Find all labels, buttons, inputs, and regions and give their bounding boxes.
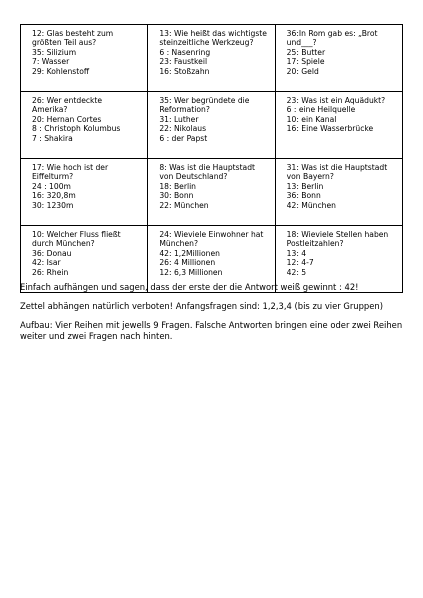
note-rule: Einfach aufhängen und sagen, dass der erste der die Antwort weiß gewinnt : 42! xyxy=(20,282,359,292)
card-line: 31: Luther xyxy=(159,114,199,124)
question-text: 35: Wer begründete die xyxy=(159,96,250,105)
card-line: 26: Rhein xyxy=(32,267,69,277)
card-line: 7 : Shakira xyxy=(32,133,73,143)
card-line: 12: 4-7 xyxy=(286,258,314,268)
card-line: und___? xyxy=(286,38,317,48)
card-line: Reformation? xyxy=(159,105,210,115)
card-line: 35: Silizium xyxy=(32,47,77,57)
quiz-table xyxy=(20,24,403,293)
question-text: 17: Wie hoch ist der xyxy=(32,163,109,172)
question-text: 8: Was ist die Hauptstadt xyxy=(159,163,256,172)
question-text: 26: Wer entdeckte xyxy=(32,96,103,105)
card-line: 22: Nikolaus xyxy=(159,124,207,134)
question-card xyxy=(21,25,148,92)
card-line: 42: 1,2Millionen xyxy=(159,248,220,258)
card-line: 30: Bonn xyxy=(159,191,194,201)
card-line: 22: München xyxy=(159,200,209,210)
question-text: 24: Wieviele Einwohner hat xyxy=(159,230,264,239)
card-line: München? xyxy=(159,239,199,249)
question-card xyxy=(275,92,402,159)
card-line: 24 : 100m xyxy=(32,181,71,191)
card-line: 17: Spiele xyxy=(286,57,325,67)
card-line: 36: Donau xyxy=(32,248,72,258)
card-line: 42: Isar xyxy=(32,258,61,268)
card-line: 18: Berlin xyxy=(159,181,196,191)
card-line: 25: Butter xyxy=(286,47,326,57)
card-line: 30: 1230m xyxy=(32,200,74,210)
quiz-row xyxy=(21,159,403,226)
card-line: 13: 4 xyxy=(286,248,307,258)
card-line: Amerika? xyxy=(32,105,68,115)
card-line: 42: München xyxy=(286,200,336,210)
card-line: größten Teil aus? xyxy=(32,38,97,48)
question-card xyxy=(21,92,148,159)
question-text: 13: Wie heißt das wichtigste xyxy=(159,29,267,38)
question-text: 23: Was ist ein Aquädukt? xyxy=(286,96,386,105)
card-line: 36: Bonn xyxy=(286,191,321,201)
question-card xyxy=(21,159,148,226)
question-text: 12: Glas besteht zum xyxy=(32,29,114,38)
card-line: 20: Geld xyxy=(286,66,319,76)
card-line: 12: 6,3 Millionen xyxy=(159,267,223,277)
card-line: von Deutschland? xyxy=(159,172,228,182)
question-card xyxy=(148,25,275,92)
question-card xyxy=(275,159,402,226)
question-text: 18: Wieviele Stellen haben xyxy=(286,230,389,239)
card-line: 6 : Nasenring xyxy=(159,47,211,57)
question-text: 10: Welcher Fluss fließt xyxy=(32,230,121,239)
card-line: von Bayern? xyxy=(286,172,334,182)
card-line: 6 : eine Heilquelle xyxy=(286,105,356,115)
card-line: 26: 4 Millionen xyxy=(159,258,216,268)
question-card xyxy=(148,159,275,226)
card-line: 42: 5 xyxy=(286,267,307,277)
card-line: 16: 320,8m xyxy=(32,191,76,201)
quiz-table-body xyxy=(21,25,403,293)
card-line: 13: Berlin xyxy=(286,181,324,191)
card-line: 16: Eine Wasserbrücke xyxy=(286,124,374,134)
question-text: 31: Was ist die Hauptstadt xyxy=(286,163,388,172)
card-line: Eiffelturm? xyxy=(32,172,74,182)
note-structure: Aufbau: Vier Reihen mit jewells 9 Fragen. Falsche Antworten bringen eine oder zwei Reihen weiter und zwei Fragen nach hinten. xyxy=(20,320,403,341)
card-line: Postleitzahlen? xyxy=(286,239,344,249)
instructions xyxy=(20,282,404,350)
card-line: 10: ein Kanal xyxy=(286,114,337,124)
question-text: 36:In Rom gab es: „Brot xyxy=(286,29,378,38)
card-line: steinzeitliche Werkzeug? xyxy=(159,38,254,48)
question-card xyxy=(148,92,275,159)
card-line: 6 : der Papst xyxy=(159,133,208,143)
card-line: 7: Wasser xyxy=(32,57,70,67)
card-line: 20: Hernan Cortes xyxy=(32,114,102,124)
quiz-row xyxy=(21,25,403,92)
note-start-questions: Zettel abhängen natürlich verboten! Anfangsfragen sind: 1,2,3,4 (bis zu vier Gruppen) xyxy=(20,301,383,311)
card-line: 23: Faustkeil xyxy=(159,57,208,67)
quiz-row xyxy=(21,92,403,159)
card-line: 29: Kohlenstoff xyxy=(32,66,90,76)
card-line: 16: Stoßzahn xyxy=(159,66,210,76)
question-card xyxy=(275,25,402,92)
card-line: durch München? xyxy=(32,239,95,249)
card-line: 8 : Christoph Kolumbus xyxy=(32,124,121,134)
